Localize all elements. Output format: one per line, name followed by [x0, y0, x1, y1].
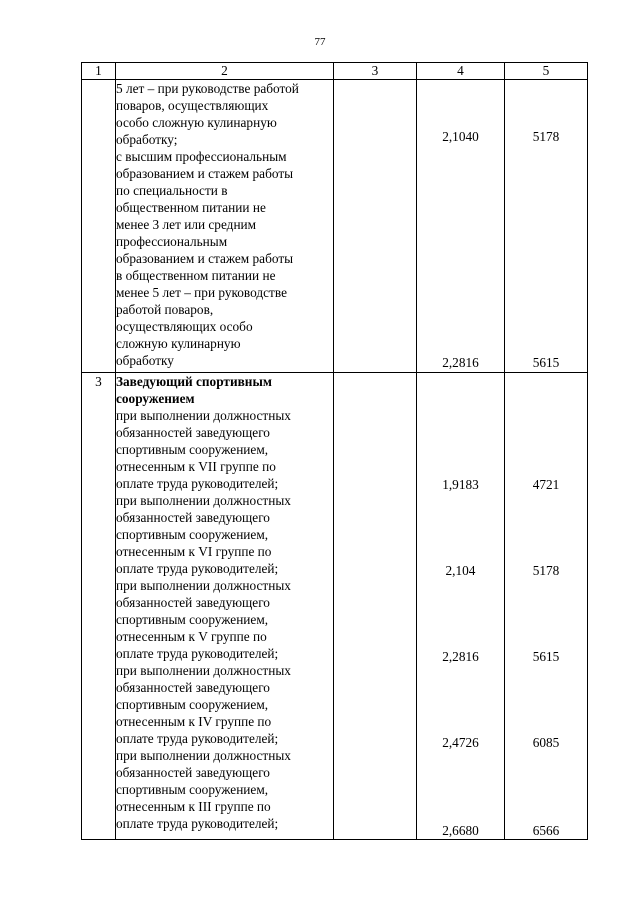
- description-line: оплате труда руководителей;: [116, 646, 279, 661]
- description-line: обработку: [116, 353, 174, 368]
- empty-cell: [334, 80, 417, 373]
- description-line: спортивным сооружением,: [116, 527, 269, 542]
- table-row: [82, 373, 588, 840]
- salary-value: 5615: [532, 649, 560, 664]
- description-line: образованием и стажем работы: [116, 166, 294, 181]
- table-header-row: [82, 63, 588, 80]
- description-line: менее 3 лет или средним: [116, 217, 257, 232]
- table-row: [82, 80, 588, 373]
- position-description: [116, 80, 334, 373]
- row-number: [82, 80, 116, 373]
- salary-value: 5615: [532, 355, 560, 370]
- description-line: в общественном питании не: [116, 268, 276, 283]
- coefficient-value: 2,1040: [442, 129, 479, 144]
- header-cell: 5: [505, 63, 588, 80]
- description-line: спортивным сооружением,: [116, 697, 269, 712]
- coefficient-value: 2,104: [445, 563, 476, 578]
- description-line: отнесенным к III группе по: [116, 799, 271, 814]
- description-line: обязанностей заведующего: [116, 510, 270, 525]
- description-line: при выполнении должностных: [116, 663, 291, 678]
- salary-cell: [505, 80, 588, 373]
- description-line: осуществляющих особо: [116, 319, 253, 334]
- header-cell: 3: [334, 63, 417, 80]
- description-line: при выполнении должностных: [116, 748, 291, 763]
- description-line: отнесенным к V группе по: [116, 629, 267, 644]
- header-cell: 2: [116, 63, 334, 80]
- description-line: спортивным сооружением,: [116, 782, 269, 797]
- salary-value: 5178: [532, 129, 560, 144]
- description-line: при выполнении должностных: [116, 408, 291, 423]
- description-line: отнесенным к VI группе по: [116, 544, 272, 559]
- coefficient-value: 2,2816: [442, 649, 479, 664]
- salary-value: 6085: [532, 735, 560, 750]
- coefficient-value: 2,6680: [442, 823, 479, 838]
- description-line: при выполнении должностных: [116, 578, 291, 593]
- description-line: профессиональным: [116, 234, 228, 249]
- description-line: с высшим профессиональным: [116, 149, 287, 164]
- salary-value: 6566: [532, 823, 560, 838]
- position-title-line: Заведующий спортивным: [116, 374, 272, 389]
- coefficient-cell: [417, 373, 505, 840]
- description-line: обязанностей заведующего: [116, 595, 270, 610]
- description-line: оплате труда руководителей;: [116, 816, 279, 831]
- description-line: отнесенным к IV группе по: [116, 714, 272, 729]
- position-description: [116, 373, 334, 840]
- coefficient-value: 2,4726: [442, 735, 479, 750]
- description-line: оплате труда руководителей;: [116, 731, 279, 746]
- header-cell: 1: [82, 63, 116, 80]
- description-line: сложную кулинарную: [116, 336, 241, 351]
- description-line: спортивным сооружением,: [116, 442, 269, 457]
- empty-cell: [334, 373, 417, 840]
- page-number: 77: [314, 36, 326, 48]
- salary-value: 4721: [532, 477, 560, 492]
- salary-value: 5178: [532, 563, 560, 578]
- description-line: по специальности в: [116, 183, 228, 198]
- description-line: обязанностей заведующего: [116, 425, 270, 440]
- salary-table: [81, 62, 588, 840]
- header-cell: 4: [417, 63, 505, 80]
- description-line: оплате труда руководителей;: [116, 476, 279, 491]
- position-title-line: сооружением: [116, 391, 195, 406]
- description-line: 5 лет – при руководстве работой: [116, 81, 299, 96]
- description-line: обязанностей заведующего: [116, 765, 270, 780]
- description-line: работой поваров,: [116, 302, 214, 317]
- description-line: особо сложную кулинарную: [116, 115, 277, 130]
- row-number: 3: [82, 373, 116, 840]
- coefficient-value: 2,2816: [442, 355, 479, 370]
- description-line: оплате труда руководителей;: [116, 561, 279, 576]
- description-line: менее 5 лет – при руководстве: [116, 285, 287, 300]
- coefficient-cell: [417, 80, 505, 373]
- description-line: спортивным сооружением,: [116, 612, 269, 627]
- description-line: отнесенным к VII группе по: [116, 459, 276, 474]
- description-line: обязанностей заведующего: [116, 680, 270, 695]
- description-line: общественном питании не: [116, 200, 266, 215]
- description-line: обработку;: [116, 132, 178, 147]
- description-line: поваров, осуществляющих: [116, 98, 269, 113]
- description-line: при выполнении должностных: [116, 493, 291, 508]
- coefficient-value: 1,9183: [442, 477, 479, 492]
- salary-cell: [505, 373, 588, 840]
- description-line: образованием и стажем работы: [116, 251, 294, 266]
